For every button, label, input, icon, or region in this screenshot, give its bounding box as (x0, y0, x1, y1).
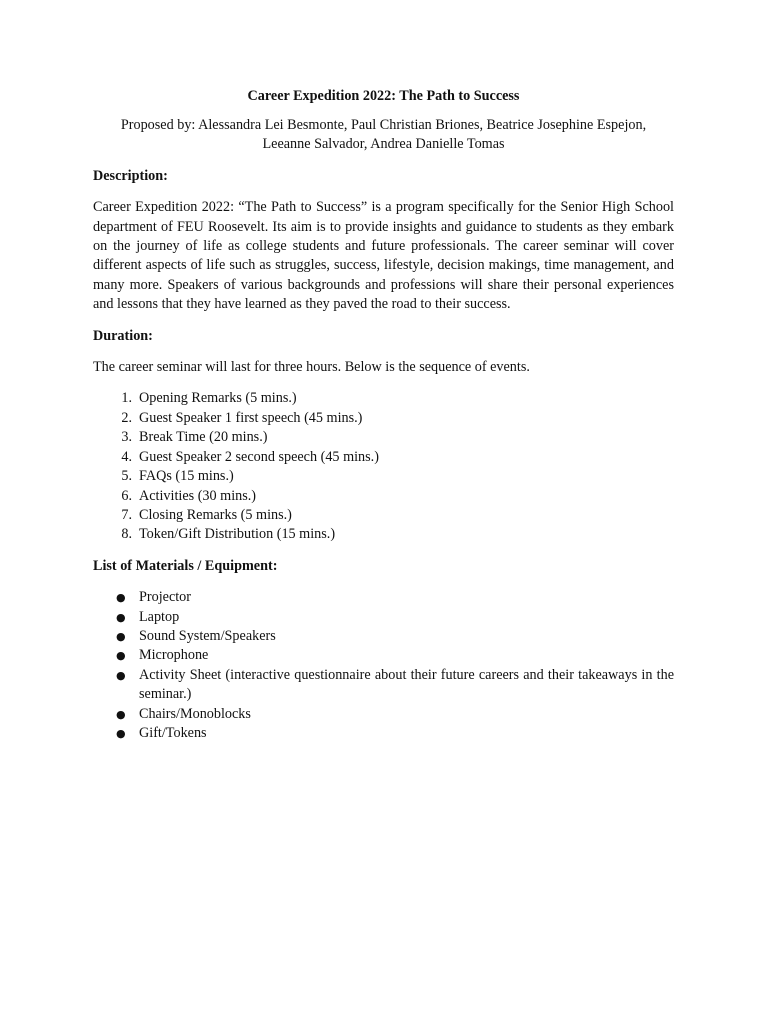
list-item (93, 506, 674, 525)
bullet-icon: ● (116, 610, 126, 624)
list-number: 1. (121, 390, 132, 407)
list-item (93, 705, 674, 724)
list-item (93, 487, 674, 506)
material-text: Sound System/Speakers (139, 627, 276, 644)
event-text: Token/Gift Distribution (15 mins.) (139, 526, 336, 543)
material-text: Laptop (139, 608, 180, 625)
list-item (93, 588, 674, 607)
event-text: Break Time (20 mins.) (139, 429, 268, 446)
list-item (93, 389, 674, 408)
document-page (93, 87, 674, 743)
list-number: 6. (121, 487, 132, 504)
document-title: Career Expedition 2022: The Path to Success (247, 88, 520, 104)
event-text: Guest Speaker 2 second speech (45 mins.) (139, 448, 379, 465)
list-item (93, 409, 674, 428)
material-text: Gift/Tokens (139, 724, 207, 741)
bullet-icon: ● (116, 726, 126, 740)
list-item (93, 525, 674, 544)
bullet-icon: ● (116, 649, 126, 663)
event-text: Guest Speaker 1 first speech (45 mins.) (139, 409, 363, 426)
list-item (93, 666, 674, 705)
list-number: 3. (121, 429, 132, 446)
event-text: Activities (30 mins.) (139, 487, 257, 504)
list-item (93, 646, 674, 665)
list-number: 4. (121, 448, 132, 465)
list-item (93, 467, 674, 486)
duration-text: The career seminar will last for three hours. Below is the sequence of events. (93, 359, 530, 376)
materials-list (93, 588, 674, 743)
bullet-icon: ● (116, 668, 126, 682)
bullet-icon: ● (116, 707, 126, 721)
event-text: FAQs (15 mins.) (139, 468, 234, 485)
description-text: Career Expedition 2022: “The Path to Success” is a program specifically for the Senior High School department of FEU Roosevelt. Its aim is to provide insights and guidance to students as they embark on the journey of life as college students and future professionals. The career seminar will cover different aspects of life such as struggles, success, lifestyle, decision makings, time management, and many more. Speakers of various backgrounds and professions will share their personal experiences and lessons that they have learned as they paved the road to their success. (93, 199, 674, 313)
list-number: 5. (121, 468, 132, 485)
event-text: Opening Remarks (5 mins.) (139, 390, 297, 407)
list-number: 2. (121, 409, 132, 426)
material-text: Projector (139, 589, 192, 606)
list-item (93, 608, 674, 627)
list-item (93, 627, 674, 646)
list-item (93, 448, 674, 467)
bullet-icon: ● (116, 629, 126, 643)
description-heading: Description: (93, 167, 168, 184)
proposed-by-line: Proposed by: Alessandra Lei Besmonte, Paul Christian Briones, Beatrice Josephine Espejon, Leeanne Salvador, Andrea Danielle Tomas (120, 117, 647, 153)
material-text: Chairs/Monoblocks (139, 705, 251, 722)
list-number: 8. (121, 526, 132, 543)
material-text: Microphone (139, 647, 209, 664)
list-item (93, 724, 674, 743)
list-number: 7. (121, 506, 132, 523)
duration-heading: Duration: (93, 327, 153, 344)
list-item (93, 428, 674, 447)
event-text: Closing Remarks (5 mins.) (139, 506, 292, 523)
materials-heading: List of Materials / Equipment: (93, 557, 278, 574)
bullet-icon: ● (116, 591, 126, 605)
material-text: Activity Sheet (interactive questionnaire about their future careers and their takeaways in the seminar.) (139, 666, 674, 703)
events-list (93, 389, 674, 544)
